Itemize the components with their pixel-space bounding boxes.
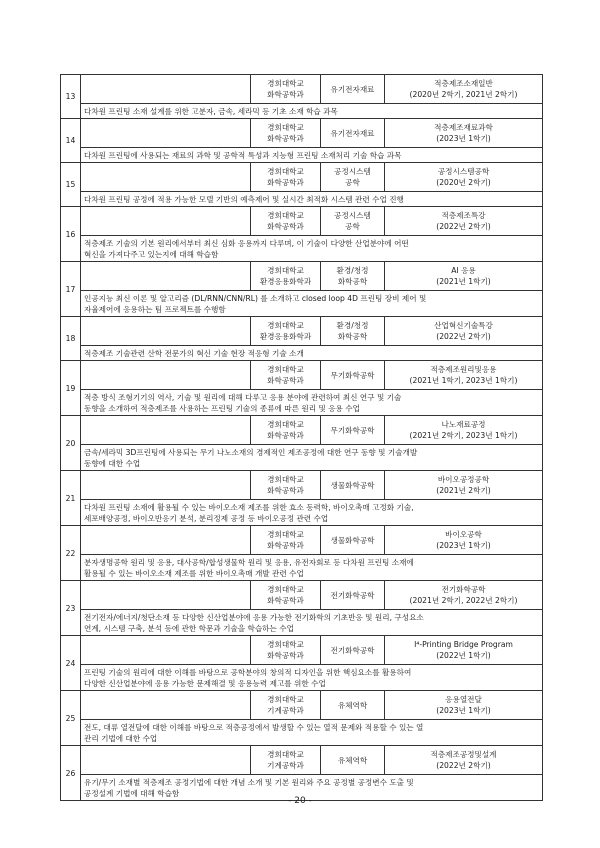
table-row xyxy=(61,746,543,775)
course-description-line: 다차원 프린팅 공정에 적용 가능한 모델 기반의 예측제어 및 실시간 최적화 시스템 관련 수업 진행 xyxy=(84,194,404,204)
course-name-line: 적층제조소재일반 xyxy=(434,79,493,88)
subject-area xyxy=(321,163,385,192)
row-number: 15 xyxy=(61,163,81,207)
course-name-line: 적층제조특강 xyxy=(441,211,486,220)
blank-cell xyxy=(81,526,251,555)
course-description-line: 다양한 신산업분야에 응용 가능한 문제해결 및 응용능력 제고를 위한 수업 xyxy=(84,678,326,688)
course-description xyxy=(81,390,543,416)
blank-cell xyxy=(81,361,251,390)
course-name xyxy=(385,746,543,775)
university-dept-line: 경희대학교 xyxy=(267,530,304,539)
subject-area xyxy=(321,691,385,720)
university-dept xyxy=(251,416,321,445)
table-row xyxy=(61,636,543,665)
university-dept-line: 화학공학과 xyxy=(267,486,304,495)
subject-area xyxy=(321,581,385,610)
row-number: 13 xyxy=(61,75,81,119)
course-description-line: 분자생명공학 원리 및 응용, 대사공학/합성생물학 원리 및 응용, 유전자회로 등 다차원 프린팅 소재에 xyxy=(84,557,414,567)
course-name xyxy=(385,636,543,665)
course-description xyxy=(81,192,543,207)
university-dept xyxy=(251,636,321,665)
row-number: 17 xyxy=(61,262,81,317)
blank-cell xyxy=(81,75,251,104)
subject-area xyxy=(321,317,385,346)
course-name xyxy=(385,361,543,390)
university-dept-line: 경희대학교 xyxy=(267,695,304,704)
university-dept-line: 경희대학교 xyxy=(267,123,304,132)
course-description-line: 다차원 프린팅 소재에 활용될 수 있는 바이오소재 제조를 위한 효소 동력학, 바이오촉매 고정화 기술, xyxy=(84,502,414,512)
university-dept-line: 화학공학과 xyxy=(267,376,304,385)
table-row xyxy=(61,416,543,445)
row-number: 21 xyxy=(61,471,81,526)
blank-cell xyxy=(81,163,251,192)
university-dept xyxy=(251,75,321,104)
university-dept-line: 경희대학교 xyxy=(267,750,304,759)
course-description-line: 프린팅 기술의 원리에 대한 이해를 바탕으로 공학분야의 창의적 디자인을 위한 핵심요소를 활용하여 xyxy=(84,667,412,677)
row-number: 25 xyxy=(61,691,81,746)
university-dept xyxy=(251,262,321,291)
table-row xyxy=(61,691,543,720)
university-dept xyxy=(251,119,321,148)
subject-area xyxy=(321,471,385,500)
course-name-line: I⁴-Printing Bridge Program xyxy=(414,640,513,649)
course-name-line: (2023년 1학기) xyxy=(436,706,491,715)
university-dept-line: 화학공학과 xyxy=(267,651,304,660)
course-description xyxy=(81,236,543,262)
blank-cell xyxy=(81,416,251,445)
course-description-line: 자율제어에 응용하는 팀 프로젝트를 수행함 xyxy=(84,304,226,314)
blank-cell xyxy=(81,746,251,775)
course-name-line: 바이오공정공학 xyxy=(437,475,490,484)
university-dept xyxy=(251,471,321,500)
row-number: 19 xyxy=(61,361,81,416)
course-description xyxy=(81,610,543,636)
row-number: 14 xyxy=(61,119,81,163)
course-description xyxy=(81,665,543,691)
university-dept xyxy=(251,526,321,555)
subject-area xyxy=(321,746,385,775)
subject-area-line: 화학공학 xyxy=(337,332,368,341)
blank-cell xyxy=(81,207,251,236)
table-row-description xyxy=(61,720,543,746)
university-dept-line: 화학공학과 xyxy=(267,134,304,143)
table-row xyxy=(61,526,543,555)
course-description-line: 적층제조 기술의 기본 원리에서부터 최신 심화 응용까지 다루며, 이 기술이 다양한 산업분야에 어떤 xyxy=(84,238,409,248)
course-description-line: 다차원 프린팅 소재 설계를 위한 고분자, 금속, 세라믹 등 기초 소재 학습 과목 xyxy=(84,106,338,116)
university-dept-line: 환경응용화학과 xyxy=(259,277,312,286)
row-number: 26 xyxy=(61,746,81,801)
course-description-line: 동향에 대한 수업 xyxy=(84,458,141,468)
university-dept xyxy=(251,361,321,390)
subject-area-line: 공학 xyxy=(345,222,360,231)
university-dept-line: 경희대학교 xyxy=(267,79,304,88)
row-number: 23 xyxy=(61,581,81,636)
table-row-description xyxy=(61,500,543,526)
course-description xyxy=(81,500,543,526)
table-row-description xyxy=(61,445,543,471)
course-name-line: (2023년 1학기) xyxy=(436,541,491,550)
university-dept-line: 화학공학과 xyxy=(267,596,304,605)
course-name xyxy=(385,691,543,720)
university-dept-line: 기계공학과 xyxy=(267,706,304,715)
university-dept-line: 화학공학과 xyxy=(267,178,304,187)
row-number: 20 xyxy=(61,416,81,471)
table-row xyxy=(61,207,543,236)
course-description-line: 관리 기법에 대한 수업 xyxy=(84,733,158,743)
course-name-line: (2022년 2학기) xyxy=(436,222,491,231)
course-description xyxy=(81,720,543,746)
course-name-line: (2022년 2학기) xyxy=(436,332,491,341)
table-row-description xyxy=(61,610,543,636)
course-description-line: 공정설계 기법에 대해 학습함 xyxy=(84,788,180,798)
table-row xyxy=(61,163,543,192)
table-row xyxy=(61,317,543,346)
university-dept-line: 화학공학과 xyxy=(267,90,304,99)
course-name xyxy=(385,75,543,104)
course-name-line: (2021년 2학기) xyxy=(436,486,491,495)
course-description xyxy=(81,148,543,163)
course-name-line: 나노재료공정 xyxy=(441,420,486,429)
course-name-line: (2020년 2학기) xyxy=(436,178,491,187)
blank-cell xyxy=(81,581,251,610)
course-description xyxy=(81,291,543,317)
course-description-line: 동향을 소개하여 적층제조를 사용하는 프린팅 기술의 종류에 따른 원리 및 응용 수업 xyxy=(84,403,360,413)
course-description xyxy=(81,445,543,471)
university-dept-line: 경희대학교 xyxy=(267,266,304,275)
subject-area-line: 유체역학 xyxy=(337,700,368,710)
subject-area-line: 무기화학공학 xyxy=(330,370,375,380)
course-description-line: 인공지능 최신 이론 및 알고리즘 (DL/RNN/CNN/RL) 를 소개하고 closed loop 4D 프린팅 장비 제어 및 xyxy=(84,293,427,303)
university-dept-line: 화학공학과 xyxy=(267,541,304,550)
row-number: 16 xyxy=(61,207,81,262)
blank-cell xyxy=(81,691,251,720)
course-description-line: 유기/무기 소재별 적층제조 공정기법에 대한 개념 소개 및 기본 원리와 주요 공정별 공정변수 도출 및 xyxy=(84,777,414,787)
table-row xyxy=(61,262,543,291)
table-row-description xyxy=(61,555,543,581)
university-dept xyxy=(251,746,321,775)
course-name-line: 적층제조재료과학 xyxy=(434,123,493,132)
course-description xyxy=(81,555,543,581)
subject-area-line: 무기화학공학 xyxy=(330,425,375,435)
course-name-line: 응용열전달 xyxy=(445,695,482,704)
course-name-line: (2021년 2학기, 2022년 2학기) xyxy=(409,596,518,605)
subject-area-line: 유기전자재료 xyxy=(330,128,375,138)
subject-area-line: 공학 xyxy=(345,178,360,187)
blank-cell xyxy=(81,262,251,291)
table-row-description xyxy=(61,148,543,163)
table-row-description xyxy=(61,665,543,691)
row-number: 22 xyxy=(61,526,81,581)
table-row xyxy=(61,361,543,390)
course-description-line: 활용될 수 있는 바이오소재 제조를 위한 바이오촉매 개발 관련 수업 xyxy=(84,568,304,578)
university-dept-line: 경희대학교 xyxy=(267,167,304,176)
course-name-line: 전기화학공학 xyxy=(441,585,486,594)
subject-area-line: 생물화학공학 xyxy=(330,535,375,545)
university-dept-line: 경희대학교 xyxy=(267,475,304,484)
table-row xyxy=(61,119,543,148)
course-name-line: (2022년 2학기) xyxy=(436,761,491,770)
blank-cell xyxy=(81,636,251,665)
subject-area-line: 환경/청정 xyxy=(336,321,369,330)
university-dept xyxy=(251,163,321,192)
subject-area-line: 화학공학 xyxy=(337,277,368,286)
course-name-line: AI 응용 xyxy=(451,266,476,275)
subject-area xyxy=(321,526,385,555)
subject-area-line: 유기전자재료 xyxy=(330,84,375,94)
row-number: 24 xyxy=(61,636,81,691)
course-name xyxy=(385,119,543,148)
course-description-line: 전기전자/에너지/청단소재 등 다양한 신산업분야에 응용 가능한 전기화학의 기초반응 및 원리, 구성요소 xyxy=(84,612,424,622)
table-row xyxy=(61,581,543,610)
subject-area-line: 공정시스템 xyxy=(334,211,371,220)
row-number: 18 xyxy=(61,317,81,361)
course-name xyxy=(385,526,543,555)
course-description-line: 전도, 대류 열전달에 대한 이해를 바탕으로 적층공정에서 발생할 수 있는 열적 문제와 적용할 수 있는 열 xyxy=(84,722,424,732)
subject-area xyxy=(321,207,385,236)
course-description-line: 적층제조 기술관련 산학 전문가의 혁신 기술 현장 적응형 기술 소개 xyxy=(84,348,304,358)
course-name-line: (2023년 1학기) xyxy=(436,134,491,143)
university-dept xyxy=(251,207,321,236)
subject-area-line: 공정시스템 xyxy=(334,167,371,176)
course-description-line: 연계, 시스템 구축, 분석 등에 관한 학문과 기술을 학습하는 수업 xyxy=(84,623,294,633)
table-row-description xyxy=(61,104,543,119)
subject-area-line: 환경/청정 xyxy=(336,266,369,275)
page-number: - 20 - xyxy=(288,796,312,806)
course-name-line: 바이오공학 xyxy=(445,530,482,539)
course-name xyxy=(385,163,543,192)
blank-cell xyxy=(81,471,251,500)
course-description-line: 금속/세라믹 3D프린팅에 사용되는 무기 나노소재의 경제적인 제조공정에 대한 연구 동향 및 기술개발 xyxy=(84,447,418,457)
table-row xyxy=(61,75,543,104)
subject-area-line: 유체역학 xyxy=(337,755,368,765)
course-name xyxy=(385,262,543,291)
university-dept-line: 경희대학교 xyxy=(267,640,304,649)
blank-cell xyxy=(81,317,251,346)
subject-area xyxy=(321,416,385,445)
course-table xyxy=(60,74,543,801)
table-row-description xyxy=(61,390,543,416)
table-row-description xyxy=(61,346,543,361)
university-dept-line: 경희대학교 xyxy=(267,211,304,220)
course-name-line: (2021년 1학기) xyxy=(436,277,491,286)
blank-cell xyxy=(81,119,251,148)
course-name xyxy=(385,317,543,346)
university-dept-line: 화학공학과 xyxy=(267,222,304,231)
university-dept-line: 기계공학과 xyxy=(267,761,304,770)
university-dept xyxy=(251,691,321,720)
table-row-description xyxy=(61,236,543,262)
course-description xyxy=(81,104,543,119)
subject-area-line: 전기화학공학 xyxy=(330,590,375,600)
university-dept xyxy=(251,317,321,346)
university-dept-line: 화학공학과 xyxy=(267,431,304,440)
course-name xyxy=(385,207,543,236)
subject-area-line: 생물화학공학 xyxy=(330,480,375,490)
university-dept-line: 환경응용화학과 xyxy=(259,332,312,341)
course-description-line: 세포배양공정, 바이오반응기 분석, 분리정제 공정 등 바이오공정 관련 수업 xyxy=(84,513,329,523)
course-name-line: 산업혁신기술특강 xyxy=(434,321,493,330)
course-name-line: (2022년 1학기) xyxy=(436,651,491,660)
university-dept-line: 경희대학교 xyxy=(267,321,304,330)
course-description xyxy=(81,346,543,361)
subject-area xyxy=(321,75,385,104)
course-table-container xyxy=(60,74,542,801)
course-name-line: (2021년 1학기, 2023년 1학기) xyxy=(409,376,518,385)
university-dept-line: 경희대학교 xyxy=(267,420,304,429)
course-description-line: 혁신을 가져다주고 있는지에 대해 학습함 xyxy=(84,249,219,259)
course-description-line: 적층 방식 조형기기의 역사, 기술 및 원리에 대해 다루고 응용 분야에 관련하여 최신 연구 및 기술 xyxy=(84,392,402,402)
subject-area xyxy=(321,262,385,291)
university-dept-line: 경희대학교 xyxy=(267,585,304,594)
course-name xyxy=(385,471,543,500)
table-row-description xyxy=(61,291,543,317)
course-name-line: 적층제조원리및응용 xyxy=(430,365,497,374)
table-row xyxy=(61,471,543,500)
course-name-line: (2020년 2학기, 2021년 2학기) xyxy=(409,90,518,99)
course-name-line: 적층제조공정및설계 xyxy=(430,750,497,759)
course-name-line: (2021년 2학기, 2023년 1학기) xyxy=(409,431,518,440)
subject-area xyxy=(321,361,385,390)
course-name xyxy=(385,416,543,445)
subject-area xyxy=(321,636,385,665)
course-description-line: 다차원 프린팅에 사용되는 재료의 과학 및 공학적 특성과 지능형 프린팅 소재처리 기술 학습 과목 xyxy=(84,150,402,160)
course-name xyxy=(385,581,543,610)
university-dept-line: 경희대학교 xyxy=(267,365,304,374)
subject-area xyxy=(321,119,385,148)
subject-area-line: 전기화학공학 xyxy=(330,645,375,655)
course-name-line: 공정시스템공학 xyxy=(437,167,490,176)
university-dept xyxy=(251,581,321,610)
table-row-description xyxy=(61,192,543,207)
